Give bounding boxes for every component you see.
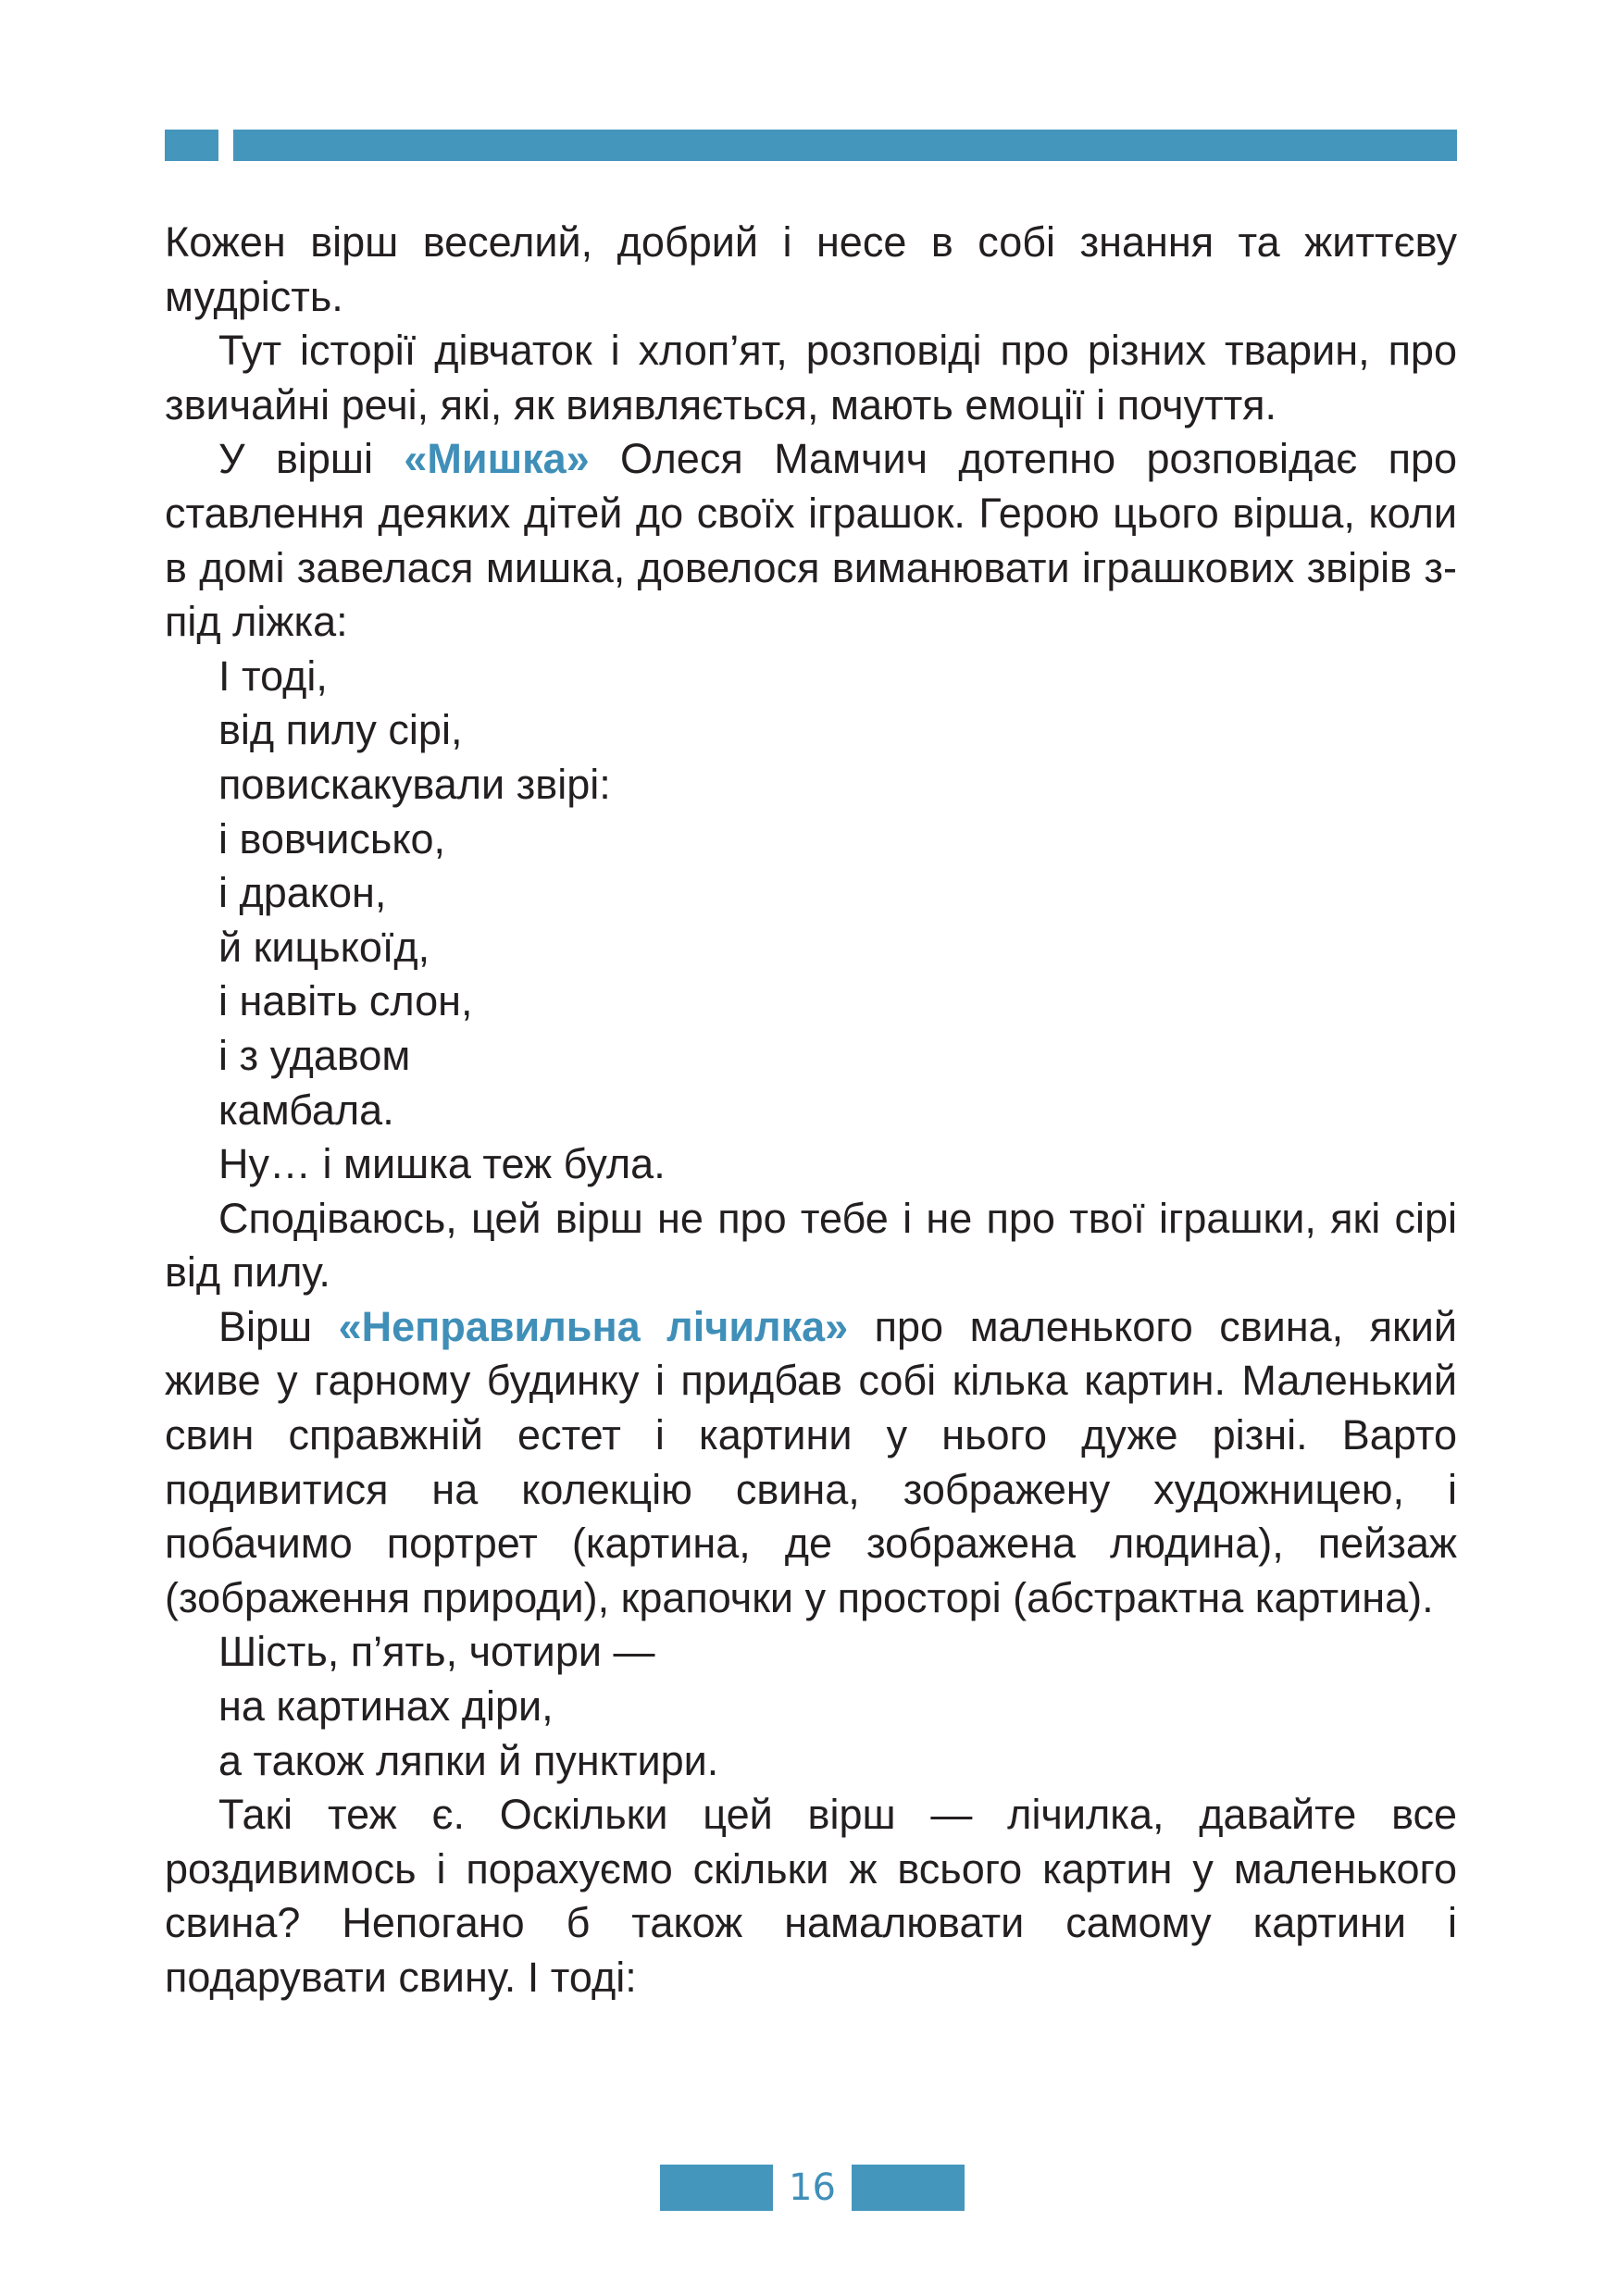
verse-line: а також ляпки й пунктири. [218, 1736, 719, 1784]
verse-line: від пилу сірі, [218, 706, 463, 754]
header-accent-bar-short [165, 130, 218, 161]
poem-title-counting-rhyme: «Неправильна лічилка» [338, 1302, 849, 1350]
page-number: 16 [789, 2166, 836, 2209]
poem-title-mishka: «Мишка» [404, 435, 590, 483]
paragraph-hope: Сподіваюсь, цей вірш не про тебе і не про твої іграшки, які сірі від пилу. [165, 1194, 1457, 1297]
page-body [165, 216, 1457, 2005]
verse-line: Ну… і мишка теж була. [218, 1140, 666, 1188]
footer-accent-bar-left [660, 2165, 773, 2211]
paragraph-mishka [165, 432, 1457, 649]
verse-line: І тоді, [218, 652, 328, 700]
paragraph-closing: Такі теж є. Оскільки цей вірш — лічилка, давайте все роздивимось і порахуємо скільки ж всього картин у маленького свина? Непогано б також намалювати самому картини і подарувати свину. І тоді: [165, 1791, 1457, 2001]
paragraph-stories: Тут історії дівчаток і хлоп’ят, розповіді про різних тварин, про звичайні речі, які, як виявляється, мають емоції і почуття. [165, 327, 1457, 428]
footer-accent-bar-right [852, 2165, 965, 2211]
paragraph-counting-body: про маленького свина, який живе у гарному будинку і придбав собі кілька картин. Маленький свин справжній естет і картини у нього дуже різні. Варто подивитися на колекцію свина, зображену художницею, і побачимо портрет (картина, де зображена людина), пейзаж (зображення природи), крапочки у просторі (абстрактна картина). [165, 1302, 1457, 1621]
verse-line: і навіть слон, [218, 977, 473, 1025]
verse-line: на картинах діри, [218, 1682, 554, 1731]
paragraph-counting-rhyme [165, 1300, 1457, 1626]
verse-line: й кицькоїд, [218, 923, 430, 971]
paragraph-mishka-lead: У вірші [218, 435, 405, 483]
paragraph-intro: Кожен вірш веселий, добрий і несе в собі знання та життєву мудрість. [165, 218, 1457, 320]
verse-line: і з удавом [218, 1031, 411, 1079]
header-accent-bar-long [233, 130, 1457, 161]
verse-line: Шість, п’ять, чотири — [218, 1628, 655, 1676]
verse-mishka [165, 650, 1457, 1192]
verse-counting-rhyme [165, 1625, 1457, 1788]
verse-line: камбала. [218, 1086, 394, 1134]
verse-line: повискакували звірі: [218, 760, 611, 808]
verse-line: і вовчисько, [218, 814, 446, 863]
verse-line: і дракон, [218, 869, 387, 917]
paragraph-counting-lead: Вірш [218, 1302, 339, 1350]
paragraph-mishka-body: Олеся Мамчич дотепно розповідає про ставлення деяких дітей до своїх іграшок. Герою цього вірша, коли в домі завелася мишка, довелося виманювати іграшкових звірів з-під ліжка: [165, 435, 1458, 646]
